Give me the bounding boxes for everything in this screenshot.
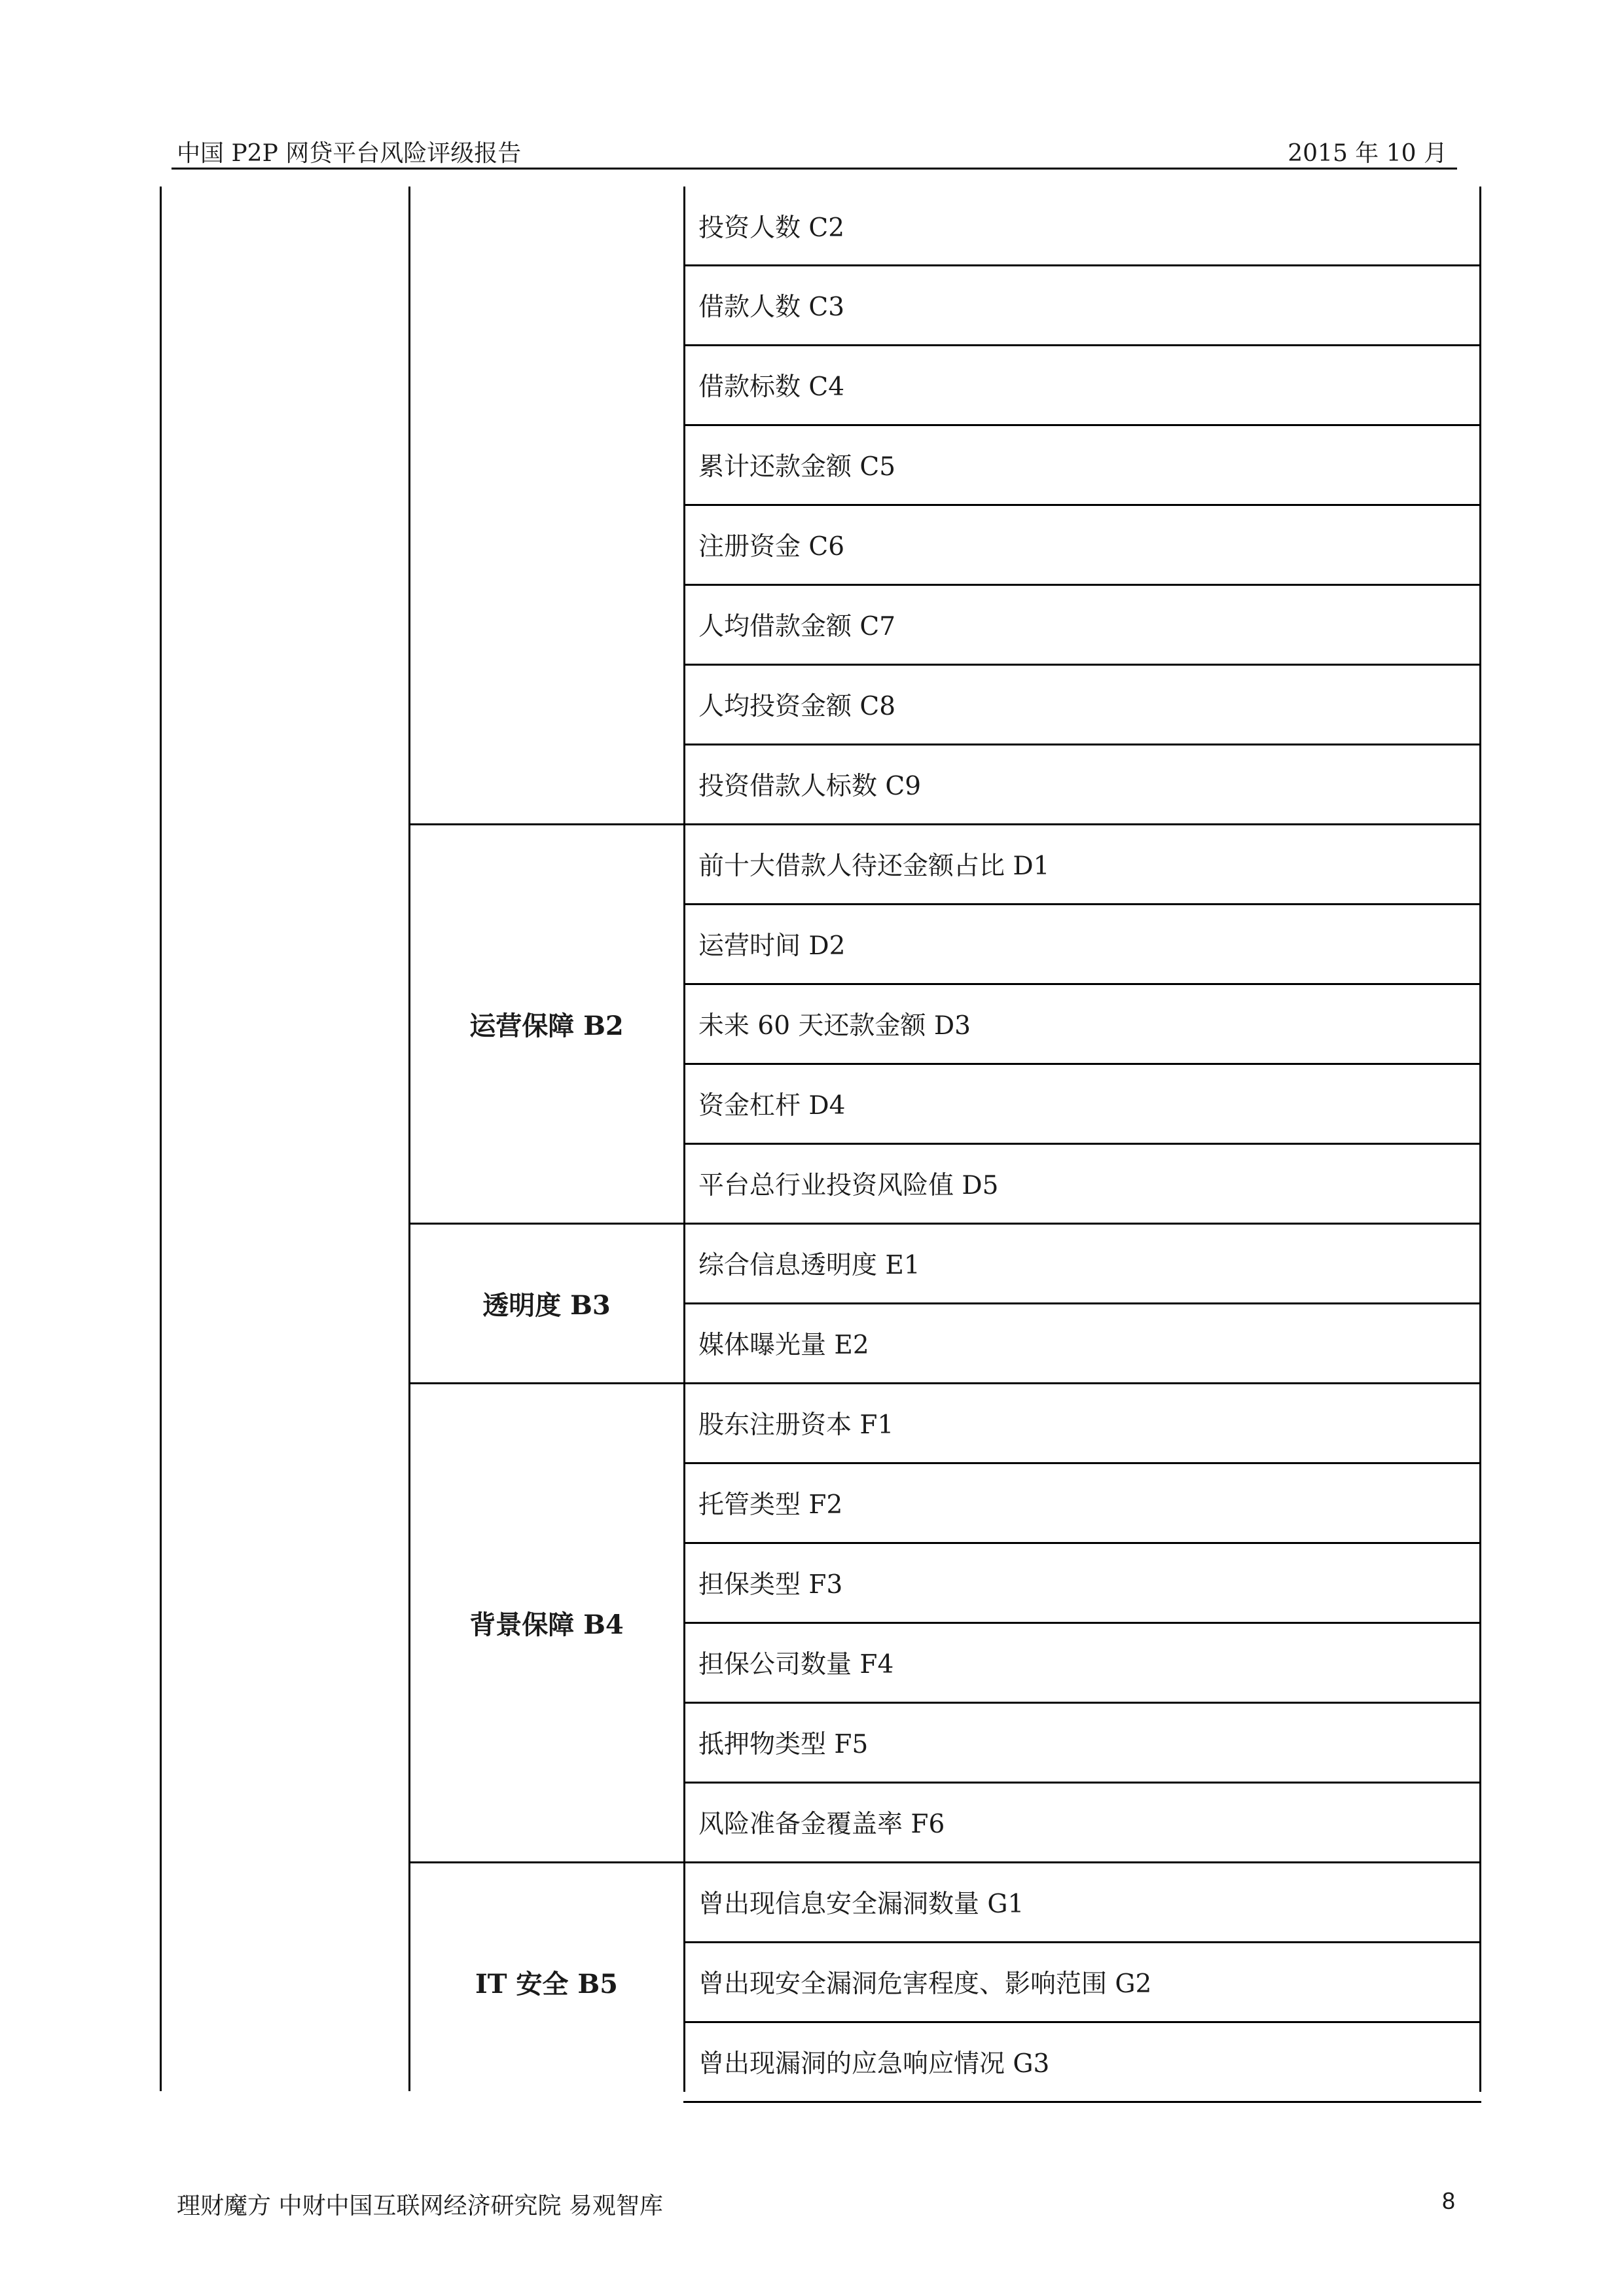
indicator-cell: 媒体曝光量 E2 [698,1331,869,1360]
category-label: 运营保障 B2 [469,1010,624,1041]
indicator-cell: 托管类型 F2 [698,1490,843,1520]
page-number: 8 [1441,2187,1455,2214]
report-date: 2015 年 10 月 [1288,140,1447,167]
table-bottom-border [683,2101,1481,2103]
indicator-cell: 累计还款金额 C5 [698,452,896,482]
indicator-cell: 借款人数 C3 [698,293,845,322]
indicator-cell: 曾出现安全漏洞危害程度、影响范围 G2 [698,1969,1152,1999]
indicator-cell: 未来 60 天还款金额 D3 [698,1011,971,1041]
indicator-cell: 担保公司数量 F4 [698,1650,894,1679]
category-label: 背景保障 B4 [469,1609,624,1640]
indicator-cell: 人均投资金额 C8 [698,692,896,721]
indicator-cell: 注册资金 C6 [698,532,845,562]
report-title: 中国 P2P 网贷平台风险评级报告 [177,140,522,167]
table-left-border [160,187,162,2091]
footer-organizations: 理财魔方 中财中国互联网经济研究院 易观智库 [177,2193,663,2219]
indicator-cell: 曾出现漏洞的应急响应情况 G3 [698,2049,1050,2079]
indicator-cell: 前十大借款人待还金额占比 D1 [698,852,1050,881]
header-divider [171,168,1457,170]
indicator-cell: 风险准备金覆盖率 F6 [698,1810,945,1839]
indicator-cell: 担保类型 F3 [698,1570,843,1600]
indicator-cell: 抵押物类型 F5 [698,1730,869,1759]
indicator-cell: 曾出现信息安全漏洞数量 G1 [698,1890,1024,1919]
indicator-cell: 股东注册资本 F1 [698,1410,894,1440]
indicator-cell: 投资人数 C2 [698,213,845,243]
category-label: 透明度 B3 [482,1289,611,1321]
indicator-cell: 投资借款人标数 C9 [698,772,922,801]
indicator-cell: 综合信息透明度 E1 [698,1251,920,1280]
indicator-cell: 资金杠杆 D4 [698,1091,846,1121]
category-label: IT 安全 B5 [475,1968,618,2000]
indicator-cell: 人均借款金额 C7 [698,612,896,641]
indicator-cell: 借款标数 C4 [698,372,845,402]
indicator-cell: 平台总行业投资风险值 D5 [698,1171,999,1200]
indicator-cell: 运营时间 D2 [698,931,846,961]
